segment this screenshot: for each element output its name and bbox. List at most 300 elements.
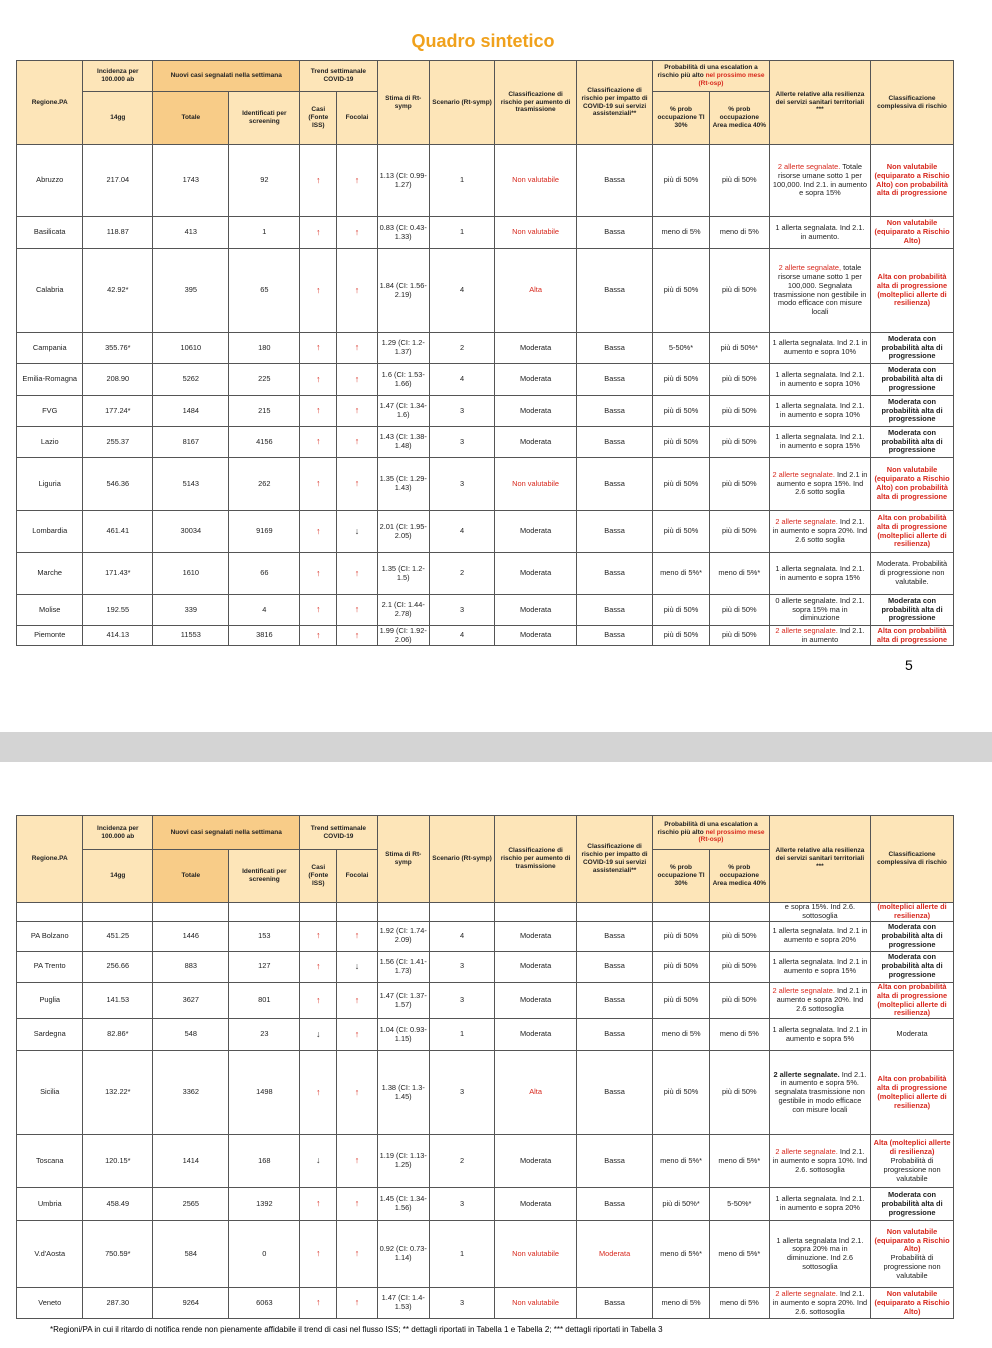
cell-screening: 65 — [229, 249, 300, 333]
cell-class-trasmissione: Moderata — [495, 364, 577, 396]
header-class-complessiva: Classificazione complessiva di rischio — [871, 61, 954, 145]
cell-prob-area-medica: meno di 5% — [709, 217, 769, 249]
header-totale: Totale — [153, 850, 229, 903]
cell-screening: 180 — [229, 333, 300, 364]
arrow-up-icon: ↑ — [354, 284, 360, 295]
arrow-up-icon: ↑ — [316, 226, 321, 237]
cell-totale: 8167 — [153, 427, 229, 458]
header-identificati: Identificati per screening — [229, 850, 300, 903]
cell-totale: 1610 — [153, 553, 229, 595]
cell-class-complessiva: Alta con probabilità alta di progressione (molteplici allerte di resilienza) — [871, 249, 954, 333]
cell-prob-ti: meno di 5% — [653, 1288, 710, 1319]
cell-casi — [300, 396, 337, 427]
arrow-up-icon: ↑ — [316, 930, 321, 941]
cell-prob-area-medica: meno di 5% — [709, 1288, 769, 1319]
cell-totale: 5143 — [153, 458, 229, 511]
cell-regione: Lombardia — [17, 511, 83, 553]
cell-class-trasmissione: Non valutabile — [495, 217, 577, 249]
cell-prob-ti: meno di 5%* — [653, 1135, 710, 1188]
arrow-up-icon: ↑ — [316, 1086, 321, 1097]
arrow-up-icon: ↑ — [316, 994, 321, 1005]
cell-scenario: 4 — [429, 364, 494, 396]
cell-allerte: 0 allerte segnalate. Ind 2.1. sopra 15% ma in diminuzione — [769, 595, 870, 626]
cell-allerte: 1 allerta segnalata. Ind 2.1. in aumento e sopra 10% — [769, 396, 870, 427]
cell-prob-ti: più di 50% — [653, 427, 710, 458]
arrow-up-icon: ↑ — [354, 226, 360, 237]
cell-focolai — [337, 951, 377, 982]
cell-scenario: 4 — [429, 249, 494, 333]
cell-prob-area-medica: più di 50% — [709, 249, 769, 333]
cell-screening: 1498 — [229, 1051, 300, 1135]
class-extra: Probabilità di progressione non valutabile — [883, 1155, 941, 1183]
cell-prob-area-medica: meno di 5%* — [709, 1221, 769, 1288]
table-row — [17, 217, 954, 249]
cell-focolai — [337, 145, 377, 217]
cell-prob-area-medica: più di 50% — [709, 1051, 769, 1135]
table-row — [17, 951, 954, 982]
cell-prob-area-medica: più di 50%* — [709, 333, 769, 364]
cell-incidenza: 132.22* — [83, 1051, 153, 1135]
cell-rt: 0.92 (CI: 0.73-1.14) — [377, 1221, 429, 1288]
table-row — [17, 1288, 954, 1319]
header-trend: Trend settimanale COVID-19 — [300, 816, 377, 850]
cell-rt: 1.29 (CI: 1.2-1.37) — [377, 333, 429, 364]
header-scenario: Scenario (Rt-symp) — [429, 816, 494, 903]
arrow-up-icon: ↑ — [354, 604, 360, 615]
cell-prob-ti: più di 50% — [653, 249, 710, 333]
cell-incidenza: 141.53 — [83, 982, 153, 1019]
cell-class-trasmissione: Moderata — [495, 921, 577, 951]
class-extra: Probabilità di progressione non valutabile — [883, 1253, 941, 1280]
footnote: *Regioni/PA in cui il ritardo di notifica rende non pienamente affidabile il trend di casi nel flusso ISS; ** dettagli riportati in Tabella 1 e Tabella 2; *** dettagli riportati in Tabella 3 — [50, 1325, 663, 1334]
cell-totale: 5262 — [153, 364, 229, 396]
cell-class-trasmissione: Moderata — [495, 511, 577, 553]
cell-regione: V.d'Aosta — [17, 1221, 83, 1288]
cell-scenario: 3 — [429, 595, 494, 626]
cell-screening: 9169 — [229, 511, 300, 553]
cell-class-trasmissione: Moderata — [495, 333, 577, 364]
cell-casi — [300, 145, 337, 217]
cell-regione: Veneto — [17, 1288, 83, 1319]
header-ti: % prob occupazione TI 30% — [653, 850, 710, 903]
header-focolai: Focolai — [337, 92, 377, 145]
cell-screening: 6063 — [229, 1288, 300, 1319]
cell-class-impatto: Bassa — [576, 333, 652, 364]
cell-scenario: 2 — [429, 1135, 494, 1188]
header-ti: % prob occupazione TI 30% — [653, 92, 710, 145]
cell-regione: Calabria — [17, 249, 83, 333]
arrow-up-icon: ↑ — [354, 1028, 360, 1039]
cell-casi — [300, 427, 337, 458]
cell-class-impatto: Bassa — [576, 951, 652, 982]
allerte-count: 2 allerte segnalate. — [772, 469, 835, 479]
cell-focolai — [337, 364, 377, 396]
cell-screening: 66 — [229, 553, 300, 595]
cell-class-trasmissione: Non valutabile — [495, 1221, 577, 1288]
cell-class-complessiva: Non valutabile (equiparato a Rischio Alto) Probabilità di progressione non valutabile — [871, 1221, 954, 1288]
cell-prob-ti: meno di 5%* — [653, 1221, 710, 1288]
cell-scenario: 3 — [429, 396, 494, 427]
cell-rt: 1.43 (CI: 1.38-1.48) — [377, 427, 429, 458]
cell-totale: 1484 — [153, 396, 229, 427]
cell-class-trasmissione: Moderata — [495, 982, 577, 1019]
cell-incidenza: 118.87 — [83, 217, 153, 249]
cell-prob-area-medica: più di 50% — [709, 396, 769, 427]
cell-class-trasmissione: Alta — [495, 1051, 577, 1135]
cell-totale: 11553 — [153, 626, 229, 646]
cell-casi — [300, 951, 337, 982]
arrow-up-icon: ↑ — [316, 174, 321, 185]
cell-rt: 1.99 (CI: 1.92-2.06) — [377, 626, 429, 646]
cell-class-complessiva: Moderata con probabilità alta di progressione — [871, 364, 954, 396]
cell-class-complessiva: Alta con probabilità alta di progressione (molteplici allerte di resilienza) — [871, 511, 954, 553]
allerte-count: 2 allerte segnalate. — [773, 1069, 840, 1079]
cell-prob-ti: meno di 5% — [653, 1019, 710, 1051]
arrow-up-icon: ↑ — [354, 405, 360, 416]
arrow-up-icon: ↑ — [354, 373, 360, 384]
cell-screening: 168 — [229, 1135, 300, 1188]
cell-prob-area-medica: più di 50% — [709, 427, 769, 458]
cell-scenario: 1 — [429, 217, 494, 249]
cell-screening: 4156 — [229, 427, 300, 458]
cell-class-impatto: Moderata — [576, 1221, 652, 1288]
cell-casi — [300, 1288, 337, 1319]
cell-prob-ti: meno di 5% — [653, 217, 710, 249]
cell-regione: Emilia-Romagna — [17, 364, 83, 396]
header-14gg: 14gg — [83, 850, 153, 903]
cell-casi — [300, 217, 337, 249]
table-row — [17, 982, 954, 1019]
cell-screening: 4 — [229, 595, 300, 626]
cell-allerte: 1 allerta segnalata. Ind 2.1. in aumento e sopra 10% — [769, 364, 870, 396]
cell-rt: 1.6 (CI: 1.53-1.66) — [377, 364, 429, 396]
cell-scenario: 3 — [429, 1188, 494, 1221]
header-area-medica: % prob occupazione Area medica 40% — [709, 850, 769, 903]
cell-prob-area-medica: più di 50% — [709, 364, 769, 396]
header-allerte: Allerte relative alla resilienza dei servizi sanitari territoriali *** — [769, 816, 870, 903]
cell-prob-ti: più di 50% — [653, 626, 710, 646]
header-trend: Trend settimanale COVID-19 — [300, 61, 377, 92]
cell-scenario: 4 — [429, 511, 494, 553]
table-row — [17, 1135, 954, 1188]
cell-allerte: 2 allerte segnalate. Ind 2.1. in aumento e sopra 10%. Ind 2.6. sottosoglia — [769, 1135, 870, 1188]
cell-class-complessiva: Non valutabile (equiparato a Rischio Alto) con probabilità alta di progressione — [871, 145, 954, 217]
cell-scenario: 3 — [429, 458, 494, 511]
cell-prob-area-medica: 5-50%* — [709, 1188, 769, 1221]
arrow-up-icon: ↑ — [354, 1198, 360, 1209]
cell-allerte: 2 allerte segnalate. Totale risorse umane sotto 1 per 100,000. Ind 2.1. in aumento e sopra 15% — [769, 145, 870, 217]
arrow-up-icon: ↑ — [354, 1155, 360, 1166]
cell-class-trasmissione: Non valutabile — [495, 1288, 577, 1319]
cell-screening: 262 — [229, 458, 300, 511]
cell-totale: 1446 — [153, 921, 229, 951]
cell-casi — [300, 982, 337, 1019]
cell-class-impatto: Bassa — [576, 1188, 652, 1221]
arrow-up-icon: ↑ — [316, 284, 321, 295]
cell-scenario: 1 — [429, 1221, 494, 1288]
header-nuovi-casi: Nuovi casi segnalati nella settimana — [153, 816, 300, 850]
cell-class-trasmissione: Moderata — [495, 595, 577, 626]
cell-class-trasmissione: Moderata — [495, 626, 577, 646]
cell-class-trasmissione: Alta — [495, 249, 577, 333]
cell-focolai — [337, 1188, 377, 1221]
cell-totale: 548 — [153, 1019, 229, 1051]
arrow-up-icon: ↑ — [316, 629, 321, 640]
allerte-count: 2 allerte segnalate. — [775, 1288, 838, 1298]
table-row — [17, 364, 954, 396]
cell-class-complessiva: Moderata con probabilità alta di progressione — [871, 951, 954, 982]
cell-rt: 1.47 (CI: 1.4-1.53) — [377, 1288, 429, 1319]
arrow-up-icon: ↑ — [316, 1198, 321, 1209]
cell-scenario: 2 — [429, 553, 494, 595]
table-body — [17, 903, 954, 1319]
cell-class-impatto: Bassa — [576, 249, 652, 333]
cell-totale: 2565 — [153, 1188, 229, 1221]
cell-rt: 2.1 (CI: 1.44-2.78) — [377, 595, 429, 626]
cell-allerte: 2 allerte segnalate. Ind 2.1 in aumento e sopra 15%. Ind 2.6 sotto soglia — [769, 458, 870, 511]
cell-scenario: 4 — [429, 626, 494, 646]
cell-regione: Abruzzo — [17, 145, 83, 217]
cell-focolai — [337, 333, 377, 364]
header-casi: Casi (Fonte ISS) — [300, 850, 337, 903]
cell-allerte: 1 allerta segnalata. Ind 2.1 in aumento e sopra 5% — [769, 1019, 870, 1051]
allerte-count: 2 allerte segnalate. — [775, 517, 838, 527]
cell-regione: Marche — [17, 553, 83, 595]
cell-scenario: 3 — [429, 951, 494, 982]
cell-allerte: 1 allerta segnalata. Ind 2.1. in aumento e sopra 15% — [769, 553, 870, 595]
cell-prob-ti: più di 50% — [653, 1051, 710, 1135]
header-identificati: Identificati per screening — [229, 92, 300, 145]
cell-focolai — [337, 1051, 377, 1135]
table-body — [17, 145, 954, 646]
cell-casi — [300, 511, 337, 553]
cell-scenario: 3 — [429, 427, 494, 458]
arrow-up-icon: ↑ — [354, 1086, 360, 1097]
cell-focolai — [337, 396, 377, 427]
cell-incidenza: 355.76* — [83, 333, 153, 364]
arrow-down-icon: ↓ — [316, 1155, 321, 1166]
table-header — [17, 61, 954, 145]
cell-totale: 395 — [153, 249, 229, 333]
cell-class-complessiva: Moderata — [871, 1019, 954, 1051]
cell-prob-ti: più di 50% — [653, 145, 710, 217]
cell-regione: PA Bolzano — [17, 921, 83, 951]
cell-screening: 153 — [229, 921, 300, 951]
arrow-up-icon: ↑ — [316, 604, 321, 615]
header-class-trasmissione: Classificazione di rischio per aumento di trasmissione — [495, 61, 577, 145]
cell-totale: 10610 — [153, 333, 229, 364]
cell-class-impatto: Bassa — [576, 145, 652, 217]
table-row — [17, 553, 954, 595]
cell-focolai — [337, 511, 377, 553]
cell-screening: 1392 — [229, 1188, 300, 1221]
cell-screening: 225 — [229, 364, 300, 396]
cell-class-trasmissione: Moderata — [495, 553, 577, 595]
cell-rt: 1.92 (CI: 1.74-2.09) — [377, 921, 429, 951]
cell-incidenza: 192.55 — [83, 595, 153, 626]
cell-class-complessiva: Alta con probabilità alta di progressione (molteplici allerte di resilienza) — [871, 1051, 954, 1135]
cell-class-trasmissione: Moderata — [495, 1188, 577, 1221]
arrow-up-icon: ↑ — [316, 525, 321, 536]
table-row — [17, 921, 954, 951]
table-row — [17, 1051, 954, 1135]
cell-prob-ti: più di 50% — [653, 982, 710, 1019]
cell-rt: 1.13 (CI: 0.99-1.27) — [377, 145, 429, 217]
cell-focolai — [337, 982, 377, 1019]
arrow-up-icon: ↑ — [354, 174, 360, 185]
cell-class-impatto: Bassa — [576, 626, 652, 646]
cell-prob-area-medica: più di 50% — [709, 145, 769, 217]
cell-rt: 1.84 (CI: 1.56-2.19) — [377, 249, 429, 333]
cell-casi — [300, 333, 337, 364]
summary-table-page-1 — [16, 60, 954, 646]
cell-class-impatto: Bassa — [576, 1288, 652, 1319]
cell-incidenza: 171.43* — [83, 553, 153, 595]
cell-class-impatto: Bassa — [576, 511, 652, 553]
cell-prob-ti: più di 50% — [653, 511, 710, 553]
cell-class-impatto: Bassa — [576, 553, 652, 595]
continuation-allerte: e sopra 15%. Ind 2.6. sottosoglia — [769, 903, 870, 922]
cell-prob-area-medica: meno di 5%* — [709, 553, 769, 595]
allerte-count: 2 allerte segnalate. — [775, 1146, 838, 1156]
cell-class-complessiva: Non valutabile (equiparato a Rischio Alto) con probabilità alta di progressione — [871, 458, 954, 511]
cell-incidenza: 461.41 — [83, 511, 153, 553]
cell-casi — [300, 249, 337, 333]
header-incidenza: Incidenza per 100.000 ab — [83, 816, 153, 850]
cell-prob-area-medica: più di 50% — [709, 511, 769, 553]
cell-scenario: 3 — [429, 1051, 494, 1135]
table-row — [17, 511, 954, 553]
arrow-up-icon: ↑ — [316, 1297, 321, 1308]
cell-incidenza: 255.37 — [83, 427, 153, 458]
cell-prob-area-medica: più di 50% — [709, 595, 769, 626]
cell-prob-ti: più di 50% — [653, 364, 710, 396]
cell-regione: Molise — [17, 595, 83, 626]
arrow-up-icon: ↑ — [316, 342, 321, 353]
allerte-count: 2 allerte segnalate, — [778, 262, 842, 272]
cell-rt: 1.04 (CI: 0.93-1.15) — [377, 1019, 429, 1051]
cell-prob-ti: più di 50% — [653, 458, 710, 511]
cell-rt: 0.83 (CI: 0.43-1.33) — [377, 217, 429, 249]
cell-class-impatto: Bassa — [576, 427, 652, 458]
cell-prob-ti: più di 50% — [653, 951, 710, 982]
header-class-impatto: Classificazione di rischio per impatto di COVID-19 sui servizi assistenziali** — [576, 816, 652, 903]
cell-focolai — [337, 626, 377, 646]
table-row — [17, 626, 954, 646]
cell-rt: 1.35 (CI: 1.2-1.5) — [377, 553, 429, 595]
page-title: Quadro sintetico — [411, 31, 555, 51]
cell-focolai — [337, 249, 377, 333]
cell-incidenza: 451.25 — [83, 921, 153, 951]
cell-allerte: 2 allerte segnalate, totale risorse umane sotto 1 per 100,000. Segnalata trasmissione non gestibile in modo efficace con misure locali — [769, 249, 870, 333]
table-row — [17, 1188, 954, 1221]
cell-casi — [300, 1135, 337, 1188]
arrow-down-icon: ↓ — [354, 960, 360, 971]
arrow-down-icon: ↓ — [354, 525, 360, 536]
table-row — [17, 1019, 954, 1051]
header-nuovi-casi: Nuovi casi segnalati nella settimana — [153, 61, 300, 92]
header-class-impatto: Classificazione di rischio per impatto di COVID-19 sui servizi assistenziali** — [576, 61, 652, 145]
cell-focolai — [337, 1019, 377, 1051]
cell-allerte: 1 allerta segnalata. Ind 2.1. in aumento. — [769, 217, 870, 249]
cell-screening: 215 — [229, 396, 300, 427]
cell-totale: 413 — [153, 217, 229, 249]
cell-incidenza: 414.13 — [83, 626, 153, 646]
cell-regione: Puglia — [17, 982, 83, 1019]
cell-class-complessiva: Moderata con probabilità alta di progressione — [871, 1188, 954, 1221]
cell-casi — [300, 1019, 337, 1051]
header-14gg: 14gg — [83, 92, 153, 145]
arrow-up-icon: ↑ — [316, 567, 321, 578]
cell-rt: 1.35 (CI: 1.29-1.43) — [377, 458, 429, 511]
cell-totale: 883 — [153, 951, 229, 982]
header-casi: Casi (Fonte ISS) — [300, 92, 337, 145]
arrow-up-icon: ↑ — [316, 436, 321, 447]
cell-regione: Lazio — [17, 427, 83, 458]
cell-totale: 3362 — [153, 1051, 229, 1135]
cell-class-complessiva: Alta con probabilità alta di progressione (molteplici allerte di resilienza) — [871, 982, 954, 1019]
arrow-up-icon: ↑ — [316, 478, 321, 489]
cell-class-complessiva: Moderata con probabilità alta di progressione — [871, 333, 954, 364]
cell-class-complessiva: Non valutabile (equiparato a Rischio Alto) — [871, 1288, 954, 1319]
header-probabilita: Probabilità di una escalation a rischio più alto nel prossimo mese (Rt-osp) — [653, 61, 770, 92]
cell-regione: Piemonte — [17, 626, 83, 646]
continuation-row — [17, 903, 954, 922]
cell-class-complessiva: Moderata con probabilità alta di progressione — [871, 595, 954, 626]
cell-allerte: 1 allerta segnalata. Ind 2.1. in aumento e sopra 15% — [769, 427, 870, 458]
cell-prob-ti: più di 50% — [653, 595, 710, 626]
cell-incidenza: 287.30 — [83, 1288, 153, 1319]
cell-casi — [300, 921, 337, 951]
allerte-count: 2 allerte segnalate. — [775, 625, 838, 635]
cell-regione: FVG — [17, 396, 83, 427]
cell-incidenza: 177.24* — [83, 396, 153, 427]
continuation-class: (molteplici allerte di resilienza) — [871, 903, 954, 922]
header-stima-rt: Stima di Rt- symp — [377, 61, 429, 145]
table-row — [17, 145, 954, 217]
header-probabilita: Probabilità di una escalation a rischio più alto nel prossimo mese (Rt-osp) — [653, 816, 770, 850]
cell-class-trasmissione: Moderata — [495, 951, 577, 982]
cell-prob-area-medica: più di 50% — [709, 458, 769, 511]
arrow-up-icon: ↑ — [316, 1248, 321, 1259]
cell-allerte: 2 allerte segnalate. Ind 2.1. in aumento e sopra 20%. Ind 2.6 sotto soglia — [769, 511, 870, 553]
cell-focolai — [337, 1288, 377, 1319]
cell-incidenza: 546.36 — [83, 458, 153, 511]
cell-regione: Liguria — [17, 458, 83, 511]
arrow-up-icon: ↑ — [354, 342, 360, 353]
header-scenario: Scenario (Rt-symp) — [429, 61, 494, 145]
cell-casi — [300, 364, 337, 396]
cell-focolai — [337, 217, 377, 249]
arrow-up-icon: ↑ — [316, 960, 321, 971]
cell-scenario: 1 — [429, 1019, 494, 1051]
cell-totale: 584 — [153, 1221, 229, 1288]
arrow-up-icon: ↑ — [354, 1297, 360, 1308]
cell-class-trasmissione: Non valutabile — [495, 458, 577, 511]
cell-allerte: 1 allerta segnalata. Ind 2.1. in aumento e sopra 20% — [769, 1188, 870, 1221]
header-stima-rt: Stima di Rt- symp — [377, 816, 429, 903]
cell-regione: Campania — [17, 333, 83, 364]
table-row — [17, 427, 954, 458]
cell-casi — [300, 1221, 337, 1288]
page-2 — [0, 762, 992, 1348]
cell-class-trasmissione: Moderata — [495, 427, 577, 458]
cell-class-trasmissione: Moderata — [495, 396, 577, 427]
cell-class-impatto: Bassa — [576, 396, 652, 427]
cell-totale: 3627 — [153, 982, 229, 1019]
cell-prob-ti: più di 50% — [653, 396, 710, 427]
arrow-up-icon: ↑ — [316, 373, 321, 384]
